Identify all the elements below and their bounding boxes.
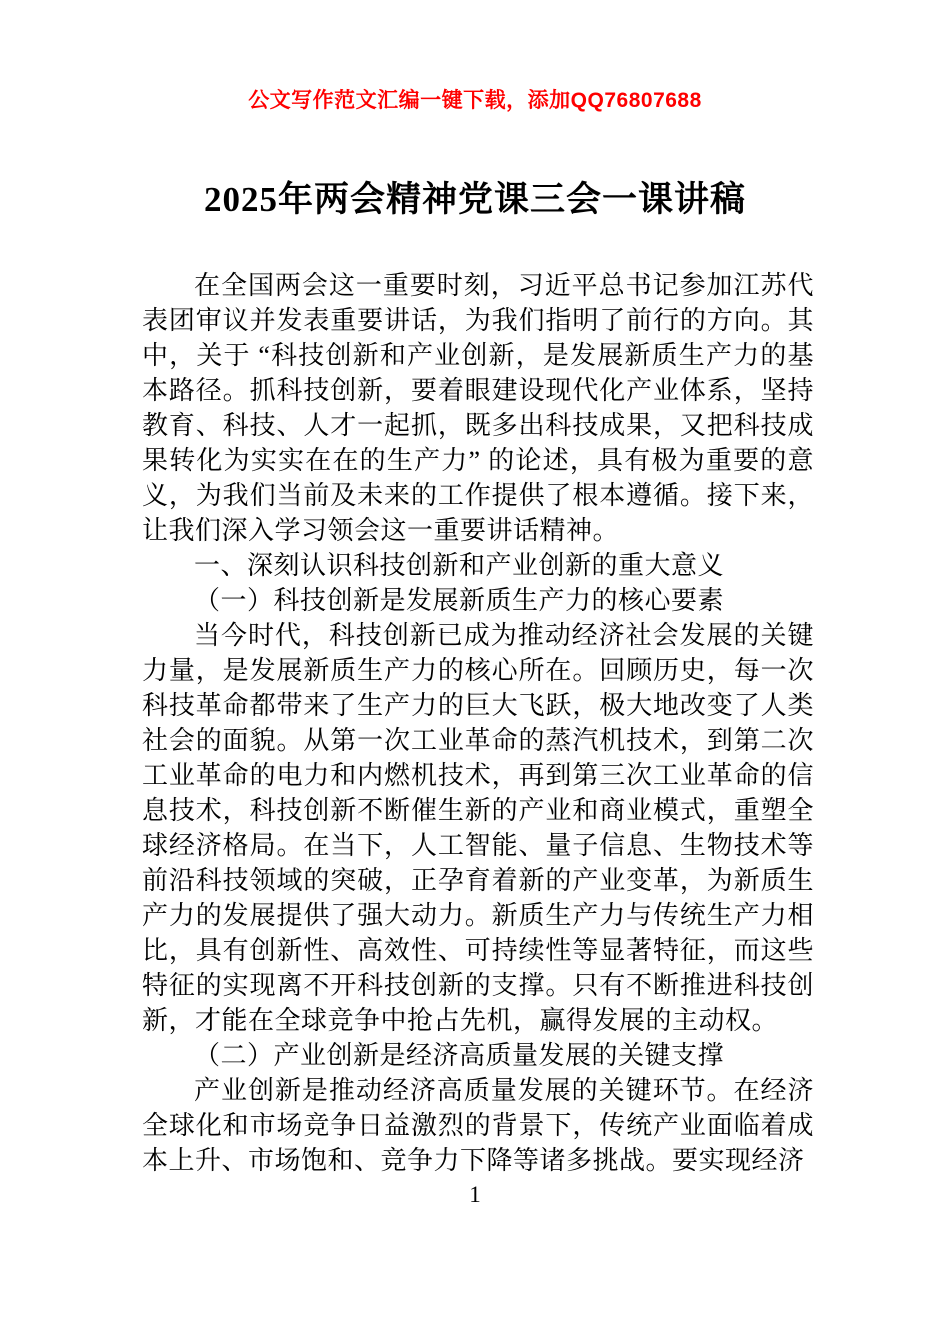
- paragraph-intro: 在全国两会这一重要时刻，习近平总书记参加江苏代表团审议并发表重要讲话，为我们指明了前行的方向。其中，关于 “科技创新和产业创新，是发展新质生产力的基本路径。抓科技创新，要着眼建设现代化产业体系，坚持教育、科技、人才一起抓，既多出科技成果，又把科技成果转化为实实在在的生产力” 的论述，具有极为重要的意义，为我们当前及未来的工作提供了根本遵循。接下来，让我们深入学习领会这一重要讲话精神。: [142, 271, 814, 545]
- header-notice: 公文写作范文汇编一键下载，添加QQ76807688: [248, 89, 702, 112]
- paragraph-tech-innovation: 当今时代，科技创新已成为推动经济社会发展的关键力量，是发展新质生产力的核心所在。回顾历史，每一次科技革命都带来了生产力的巨大飞跃，极大地改变了人类社会的面貌。从第一次工业革命的蒸汽机技术，到第二次工业革命的电力和内燃机技术，再到第三次工业革命的信息技术，科技创新不断催生新的产业和商业模式，重塑全球经济格局。在当下，人工智能、量子信息、生物技术等前沿科技领域的突破，正孕育着新的产业变革，为新质生产力的发展提供了强大动力。新质生产力与传统生产力相比，具有创新性、高效性、可持续性等显著特征，而这些特征的实现离不开科技创新的支撑。只有不断推进科技创新，才能在全球竞争中抢占先机，赢得发展的主动权。: [142, 621, 814, 1035]
- document-title: 2025年两会精神党课三会一课讲稿: [203, 180, 746, 219]
- subsection-heading-1-2: （二）产业创新是经济高质量发展的关键支撑: [194, 1041, 725, 1070]
- document-body: [142, 268, 814, 1178]
- page-number: 1: [469, 1182, 481, 1207]
- subsection-heading-1-1: （一）科技创新是发展新质生产力的核心要素: [194, 586, 725, 615]
- section-heading-1: 一、深刻认识科技创新和产业创新的重大意义: [194, 551, 725, 580]
- paragraph-industry-innovation: 产业创新是推动经济高质量发展的关键环节。在经济全球化和市场竞争日益激烈的背景下，传统产业面临着成本上升、市场饱和、竞争力下降等诸多挑战。要实现经济: [142, 1076, 814, 1175]
